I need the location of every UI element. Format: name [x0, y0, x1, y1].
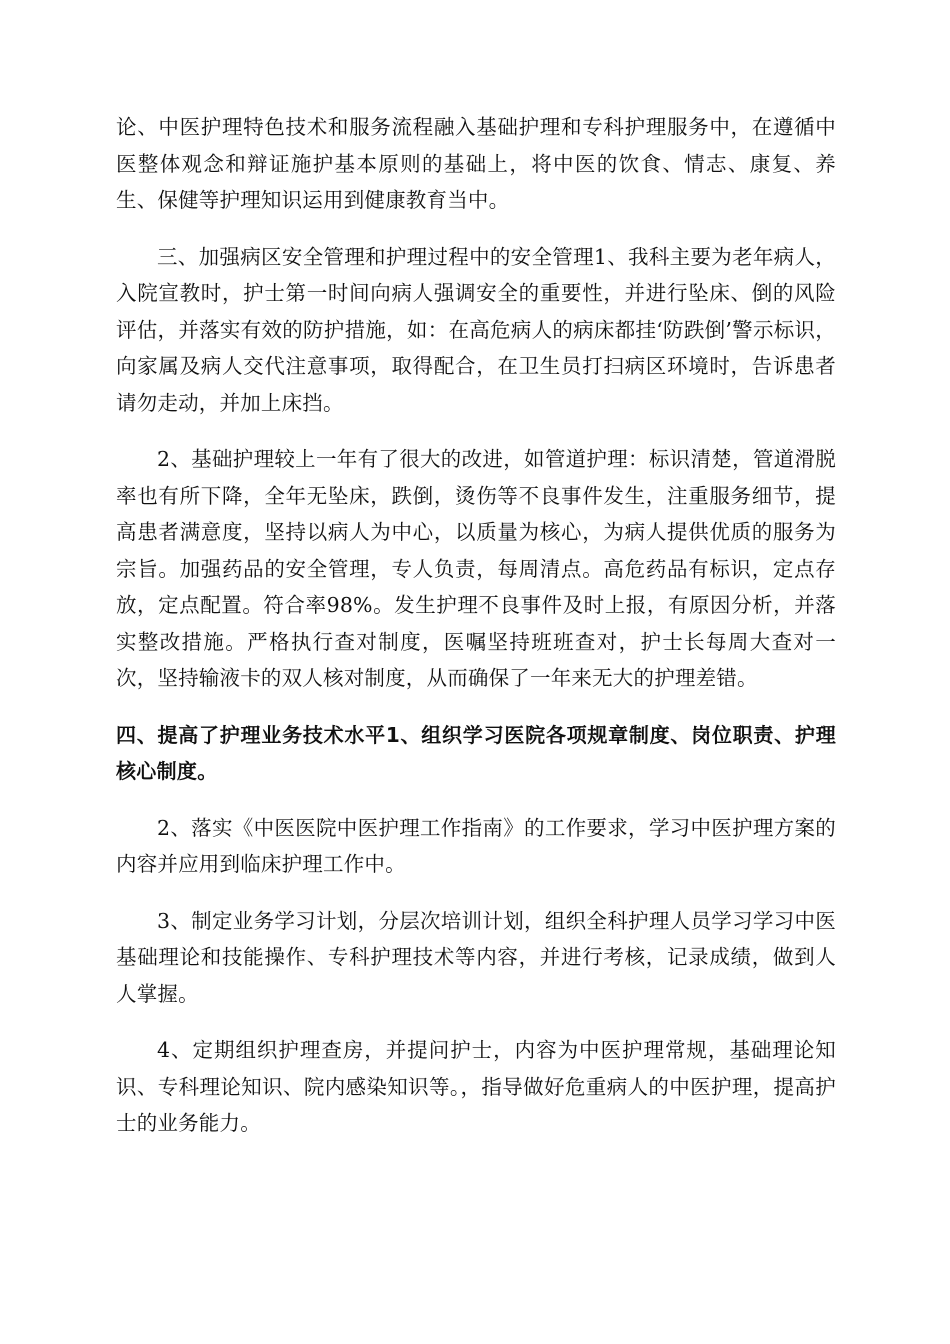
paragraph-ward-rounds: 4、定期组织护理查房，并提问护士，内容为中医护理常规，基础理论知识、专科理论知识、院内感染知识等。，指导做好危重病人的中医护理，提高护士的业务能力。	[116, 1038, 836, 1135]
paragraph-study-plan: 3、制定业务学习计划，分层次培训计划，组织全科护理人员学习学习中医基础理论和技能操作、专科护理技术等内容，并进行考核，记录成绩，做到人人掌握。	[116, 908, 836, 1006]
paragraph-continuation: 论、中医护理特色技术和服务流程融入基础护理和专科护理服务中，在遵循中医整体观念和辩证施护基本原则的基础上，将中医的饮食、情志、康复、养生、保健等护理知识运用到健康教育当中。	[116, 115, 836, 212]
paragraph-guideline: 2、落实《中医医院中医护理工作指南》的工作要求，学习中医护理方案的内容并应用到临床护理工作中。	[116, 815, 836, 876]
paragraph-basic-nursing: 2、基础护理较上一年有了很大的改进，如管道护理：标识清楚，管道滑脱率也有所下降，全年无坠床，跌倒，烫伤等不良事件发生，注重服务细节，提高患者满意度，坚持以病人为中心，以质量为核心，为病人提供优质的服务为宗旨。加强药品的安全管理，专人负责，每周清点。高危药品有标识，定点存放，定点配置。符合率98%。发生护理不良事件及时上报，有原因分析，并落实整改措施。严格执行查对制度，医嘱坚持班班查对，护士长每周大查对一次，坚持输液卡的双人核对制度，从而确保了一年来无大的护理差错。	[116, 447, 836, 690]
section-heading-technical-level: 四、提高了护理业务技术水平1、组织学习医院各项规章制度、岗位职责、护理核心制度。	[116, 722, 836, 783]
document-page	[116, 109, 836, 1162]
paragraph-safety-management: 三、加强病区安全管理和护理过程中的安全管理1、我科主要为老年病人，入院宣教时，护士第一时间向病人强调安全的重要性，并进行坠床、倒的风险评估，并落实有效的防护措施，如：在高危病人的病床都挂‘防跌倒’警示标识，向家属及病人交代注意事项，取得配合，在卫生员打扫病区环境时，告诉患者请勿走动，并加上床挡。	[116, 244, 836, 415]
